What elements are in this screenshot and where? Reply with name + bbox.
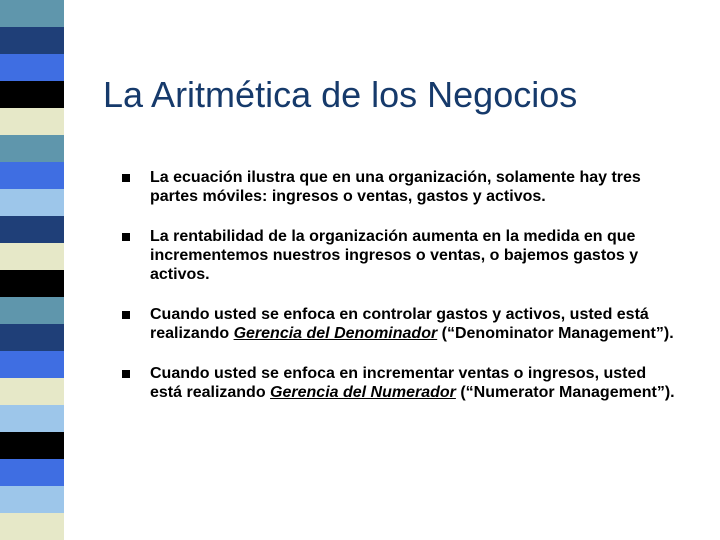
bullet-text-part: Cuando usted se enfoca en controlar gastos y activos, usted está realizando <box>150 306 649 342</box>
stripe-block <box>0 513 64 540</box>
stripe-block <box>0 351 64 378</box>
stripe-block <box>0 243 64 270</box>
stripe-block <box>0 486 64 513</box>
bullet-item <box>118 305 678 343</box>
stripe-block <box>0 405 64 432</box>
bullet-text: La ecuación ilustra que en una organización, solamente hay tres partes móviles: ingresos o ventas, gastos y activos. <box>150 169 641 205</box>
bullet-text <box>150 364 678 402</box>
square-bullet-icon <box>122 370 130 378</box>
bullet-text: La rentabilidad de la organización aumenta en la medida en que incrementemos nuestros ingresos o ventas, o bajemos gastos y activos. <box>150 228 639 283</box>
stripe-block <box>0 216 64 243</box>
stripe-block <box>0 270 64 297</box>
square-bullet-icon <box>122 174 130 182</box>
emphasized-term: Gerencia del Denominador <box>233 325 438 342</box>
stripe-block <box>0 432 64 459</box>
bullet-text <box>150 305 678 343</box>
stripe-block <box>0 324 64 351</box>
stripe-block <box>0 459 64 486</box>
bullet-text-part: (“Numerator Management”). <box>455 384 675 401</box>
bullet-item <box>118 168 678 206</box>
stripe-block <box>0 54 64 81</box>
stripe-block <box>0 189 64 216</box>
bullet-item <box>118 227 678 284</box>
bullet-list <box>118 168 678 423</box>
stripe-block <box>0 27 64 54</box>
emphasized-term: Gerencia del Numerador <box>270 384 456 401</box>
stripe-block <box>0 0 64 27</box>
bullet-text-part: (“Denominator Management”). <box>437 325 674 342</box>
square-bullet-icon <box>122 233 130 241</box>
decorative-stripe <box>0 0 64 540</box>
stripe-block <box>0 297 64 324</box>
slide-title: La Aritmética de los Negocios <box>103 74 578 115</box>
stripe-block <box>0 108 64 135</box>
stripe-block <box>0 135 64 162</box>
square-bullet-icon <box>122 311 130 319</box>
bullet-text-part: Cuando usted se enfoca en incrementar ventas o ingresos, usted está realizando <box>150 365 647 401</box>
stripe-block <box>0 162 64 189</box>
stripe-block <box>0 378 64 405</box>
stripe-block <box>0 81 64 108</box>
bullet-item <box>118 364 678 402</box>
